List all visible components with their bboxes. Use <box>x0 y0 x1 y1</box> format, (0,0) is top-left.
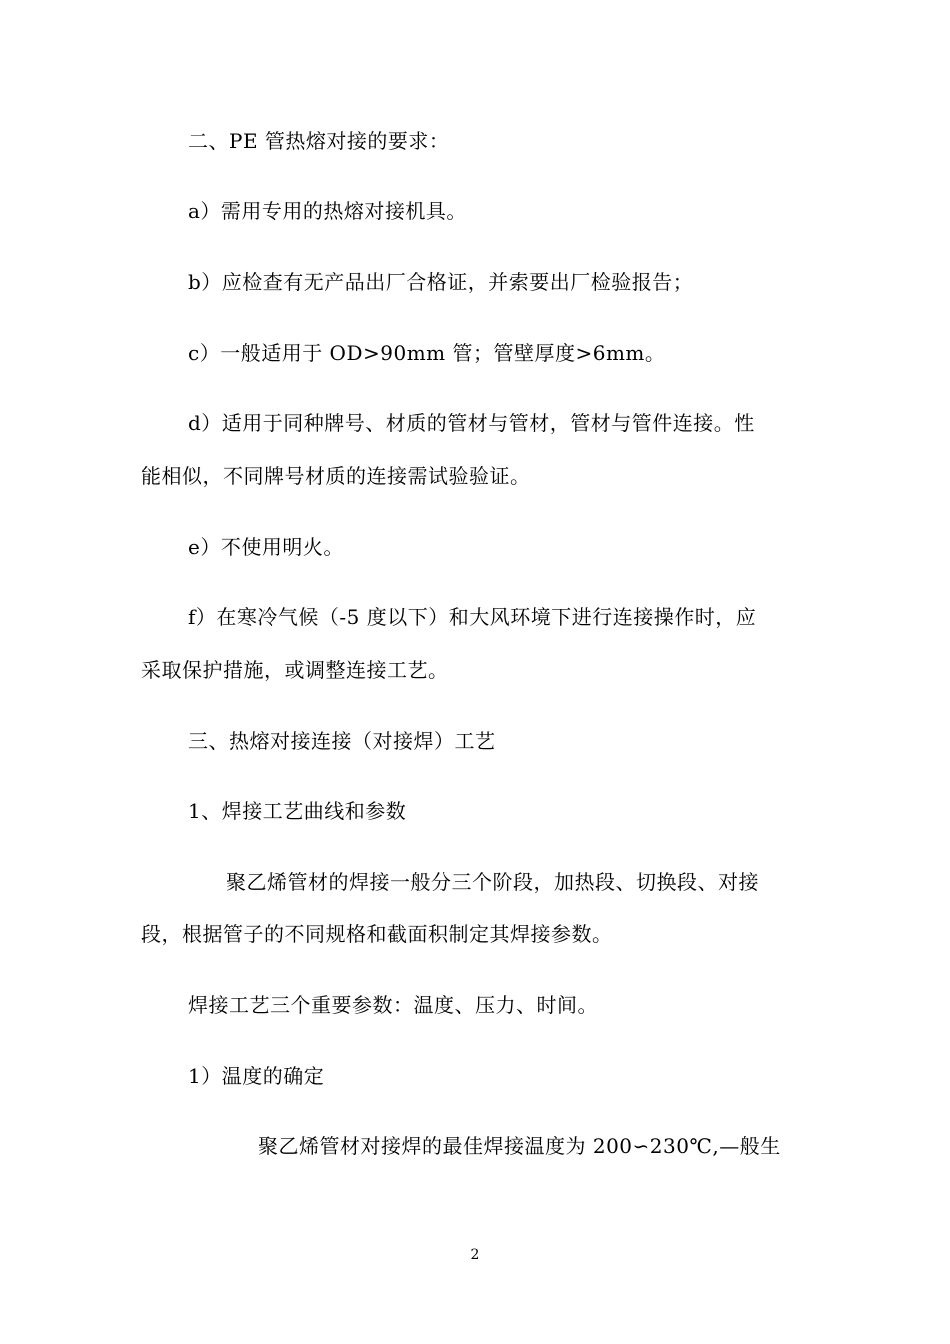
paragraph-parameters: 焊接工艺三个重要参数：温度、压力、时间。 <box>188 993 598 1017</box>
subsection-heading-temperature: 1）温度的确定 <box>188 1064 325 1088</box>
requirement-item-d-line1: d）适用于同种牌号、材质的管材与管材，管材与管件连接。性 <box>188 411 755 435</box>
paragraph-temperature: 聚乙烯管材对接焊的最佳焊接温度为 200∽230℃,—般生 <box>258 1134 781 1158</box>
section-heading-requirements: 二、PE 管热熔对接的要求： <box>188 129 450 153</box>
requirement-item-b: b）应检查有无产品出厂合格证，并索要出厂检验报告； <box>188 270 694 294</box>
requirement-item-a: a）需用专用的热熔对接机具。 <box>188 199 467 223</box>
requirement-item-e: e）不使用明火。 <box>188 535 344 559</box>
requirement-item-d-line2: 能相似，不同牌号材质的连接需试验验证。 <box>141 464 531 488</box>
section-heading-process: 三、热熔对接连接（对接焊）工艺 <box>188 729 496 753</box>
requirement-item-c: c）一般适用于 OD>90mm 管；管壁厚度>6mm。 <box>188 341 666 365</box>
paragraph-stages-line1: 聚乙烯管材的焊接一般分三个阶段，加热段、切换段、对接 <box>226 870 759 894</box>
page-number: 2 <box>470 1247 480 1263</box>
paragraph-stages-line2: 段，根据管子的不同规格和截面积制定其焊接参数。 <box>141 922 613 946</box>
requirement-item-f-line2: 采取保护措施，或调整连接工艺。 <box>141 658 449 682</box>
subsection-heading-curve: 1、焊接工艺曲线和参数 <box>188 799 407 823</box>
requirement-item-f-line1: f）在寒冷气候（-5 度以下）和大风环境下进行连接操作时，应 <box>188 605 757 629</box>
